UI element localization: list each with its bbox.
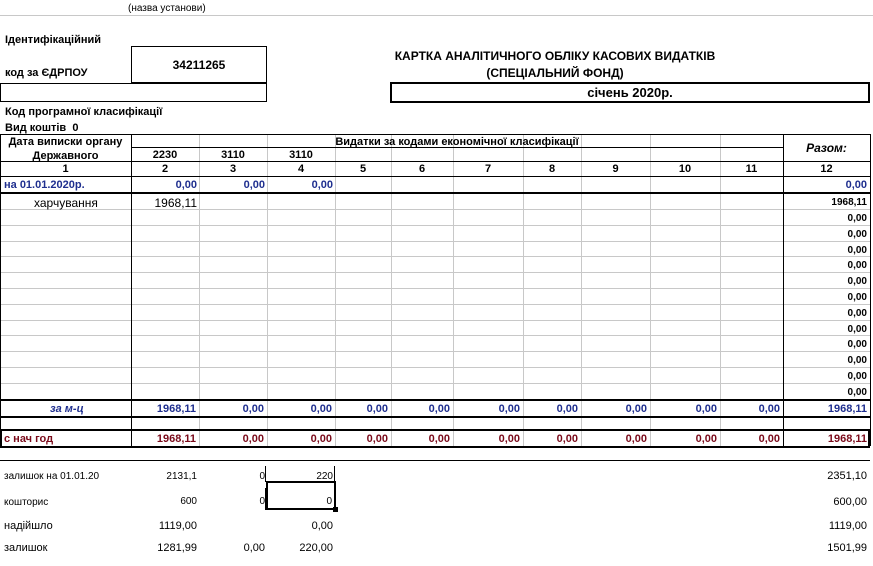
balance-start-c4: 220 (316, 471, 333, 482)
ytd-value: 0,00 (625, 433, 647, 445)
empty-row-total: 0,00 (847, 324, 867, 335)
column-number: 12 (820, 163, 833, 175)
ytd-value: 1968,11 (827, 433, 867, 445)
empty-row-total: 0,00 (847, 371, 867, 382)
empty-row-total: 0,00 (847, 213, 867, 224)
edrpou-label: код за ЄДРПОУ (5, 67, 88, 79)
edrpou-value: 34211265 (172, 58, 226, 72)
estimate-total: 600,00 (833, 496, 867, 508)
month-value: 1968,11 (156, 403, 196, 415)
column-number: 5 (359, 163, 367, 175)
empty-row-total: 0,00 (847, 387, 867, 398)
month-value: 0,00 (556, 403, 578, 415)
column-number: 3 (229, 163, 237, 175)
report-title: КАРТКА АНАЛІТИЧНОГО ОБЛІКУ КАСОВИХ ВИДАТКІВ (394, 49, 716, 63)
month-value: 0,00 (428, 403, 450, 415)
opening-total: 0,00 (845, 179, 867, 191)
balance-start-c2: 2131,1 (166, 471, 197, 482)
code-3110-b: 3110 (289, 149, 313, 161)
ytd-value: 0,00 (366, 433, 388, 445)
column-number: 6 (418, 163, 426, 175)
opening-row-label: на 01.01.2020р. (4, 179, 85, 191)
estimate-c2: 600 (180, 496, 197, 507)
period-label: січень 2020р. (587, 85, 673, 100)
balance-c3: 0,00 (243, 542, 265, 554)
empty-row-total: 0,00 (847, 355, 867, 366)
balance-total: 1501,99 (827, 542, 867, 554)
balance-c2: 1281,99 (157, 542, 197, 554)
month-value: 1968,11 (827, 403, 867, 415)
ytd-row-label: с нач год (4, 433, 54, 445)
column-number: 8 (548, 163, 556, 175)
month-value: 0,00 (366, 403, 388, 415)
date-col-header: Дата виписки органу (8, 136, 123, 148)
ytd-value: 0,00 (758, 433, 780, 445)
balance-c4: 220,00 (299, 542, 333, 554)
column-number: 1 (62, 163, 69, 175)
empty-row-total: 0,00 (847, 339, 867, 350)
month-value: 0,00 (758, 403, 780, 415)
month-value: 0,00 (625, 403, 647, 415)
report-subtitle: (СПЕЦІАЛЬНИЙ ФОНД) (486, 66, 624, 80)
month-value: 0,00 (498, 403, 520, 415)
month-value: 0,00 (695, 403, 717, 415)
balance-label: залишок (4, 542, 48, 554)
balance-start-total: 2351,10 (827, 470, 867, 482)
item-total: 1968,11 (831, 197, 867, 208)
balance-start-c3: 0 (259, 471, 265, 482)
program-code-label: Код програмної класифікації (5, 106, 163, 118)
institution-caption: (назва установи) (128, 3, 206, 14)
month-row-label: за м-ц (50, 403, 84, 415)
column-number: 10 (678, 163, 692, 175)
received-label: надійшло (4, 520, 53, 532)
empty-row-total: 0,00 (847, 276, 867, 287)
empty-row-total: 0,00 (847, 292, 867, 303)
ytd-value: 0,00 (556, 433, 578, 445)
grid-line (870, 134, 871, 446)
ytd-value: 1968,11 (156, 433, 196, 445)
estimate-c4: 0 (326, 496, 332, 507)
column-number: 4 (297, 163, 305, 175)
blank-cell[interactable] (0, 83, 267, 102)
ytd-value: 0,00 (242, 433, 264, 445)
month-value: 0,00 (242, 403, 264, 415)
month-value: 0,00 (310, 403, 332, 415)
code-3110-a: 3110 (221, 149, 245, 161)
column-number: 7 (484, 163, 492, 175)
code-2230: 2230 (152, 149, 178, 161)
empty-row-total: 0,00 (847, 229, 867, 240)
received-c4: 0,00 (311, 520, 333, 532)
balance-start-label: залишок на 01.01.20 (4, 471, 100, 482)
item-label: харчування (34, 196, 98, 210)
fill-handle[interactable] (333, 507, 338, 512)
received-total: 1119,00 (828, 520, 867, 532)
received-c2: 1119,00 (158, 520, 197, 532)
empty-row-total: 0,00 (847, 260, 867, 271)
column-number: 11 (745, 163, 758, 175)
ytd-value: 0,00 (695, 433, 717, 445)
column-number: 2 (161, 163, 169, 175)
item-c2: 1968,11 (154, 196, 197, 210)
fund-type-label: Вид коштів 0 (5, 122, 79, 134)
ytd-value: 0,00 (310, 433, 332, 445)
date-col-header-2: Державного (32, 150, 99, 162)
empty-row-total: 0,00 (847, 308, 867, 319)
ytd-value: 0,00 (428, 433, 450, 445)
estimate-c3: 0 (259, 496, 265, 507)
empty-row-total: 0,00 (847, 245, 867, 256)
opening-c3: 0,00 (243, 179, 265, 191)
opening-c2: 0,00 (175, 179, 197, 191)
total-header: Разом: (806, 141, 847, 155)
estimate-label: кошторис (4, 497, 49, 508)
column-number: 9 (612, 163, 619, 175)
ident-label: Ідентифікаційний (5, 34, 102, 46)
ytd-value: 0,00 (498, 433, 520, 445)
expenses-header: Видатки за кодами економічної класифікації (335, 136, 579, 148)
opening-c4: 0,00 (311, 179, 333, 191)
